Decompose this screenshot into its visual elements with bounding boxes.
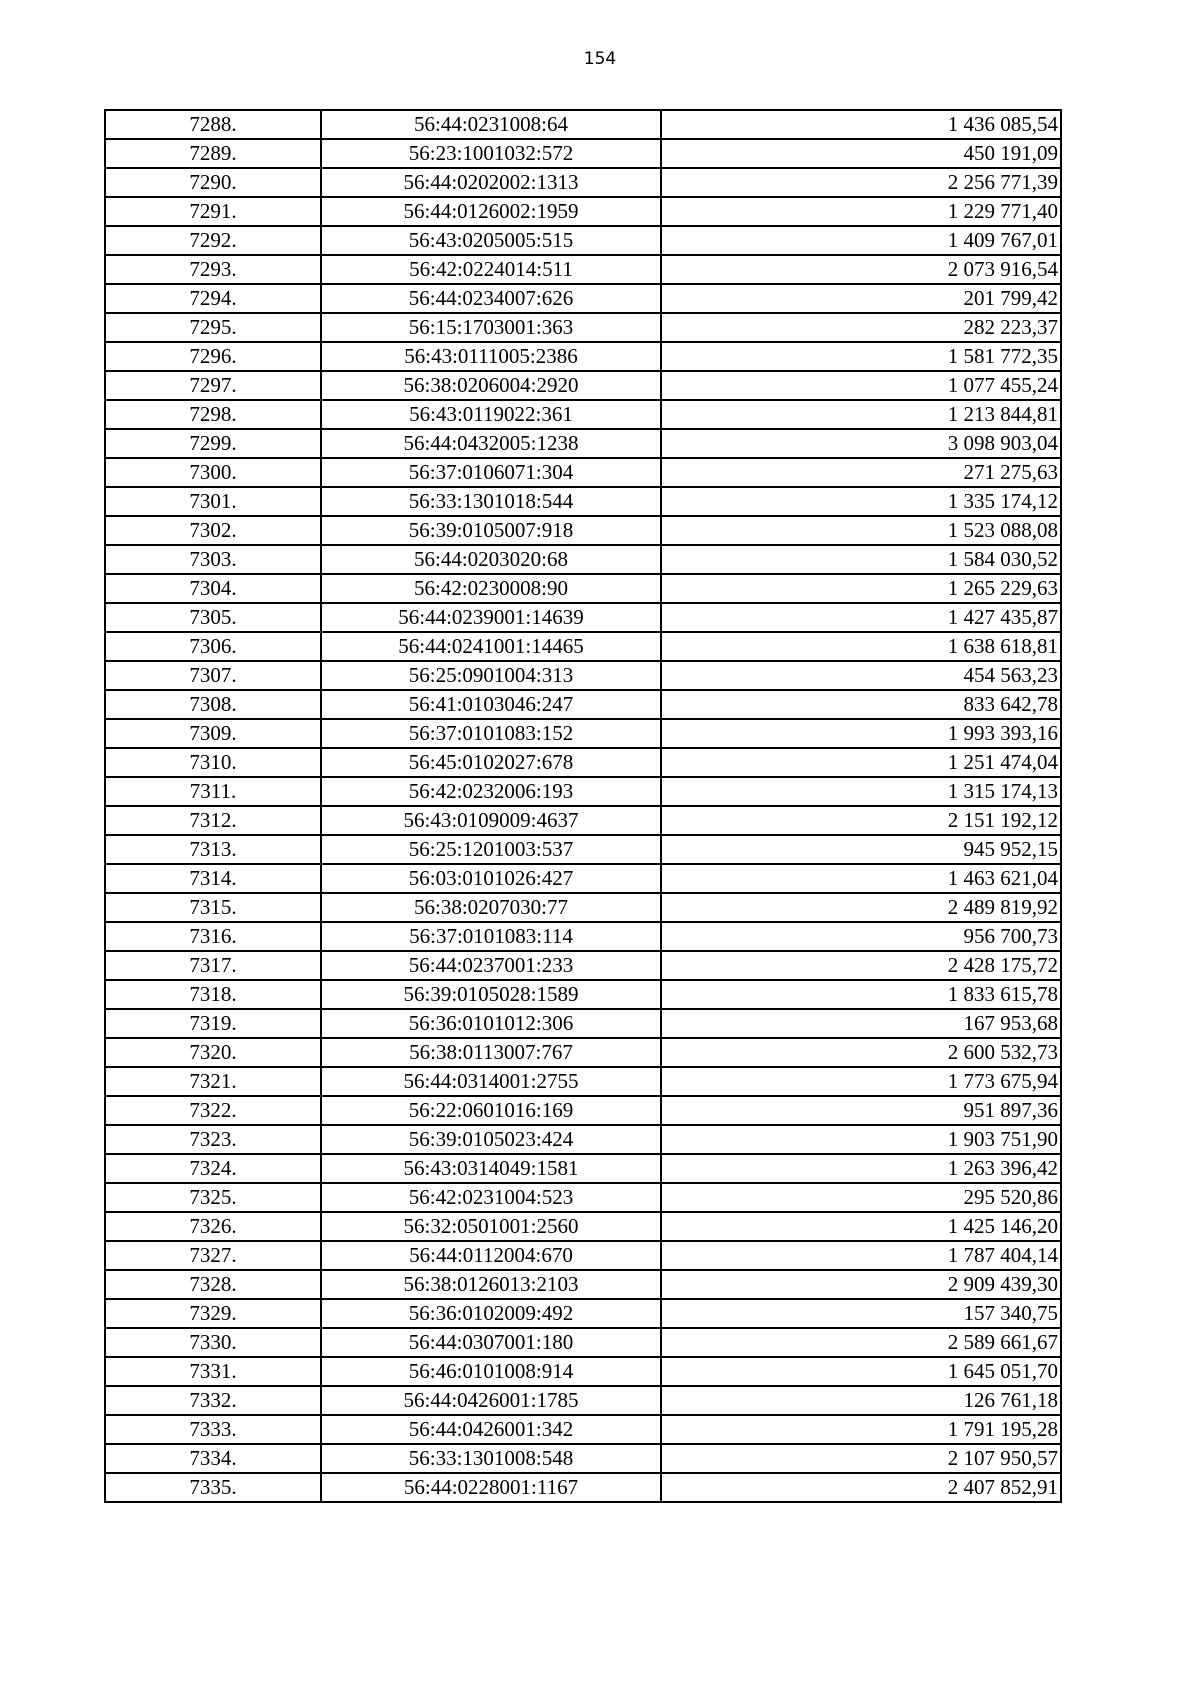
table-row xyxy=(105,1096,1061,1125)
table-row xyxy=(105,1241,1061,1270)
cadastral-value-cell: 1 581 772,35 xyxy=(661,342,1061,371)
cadastral-number-cell: 56:44:0307001:180 xyxy=(321,1328,661,1357)
cadastral-value-cell: 167 953,68 xyxy=(661,1009,1061,1038)
cadastral-value-cell: 1 463 621,04 xyxy=(661,864,1061,893)
table-body xyxy=(105,110,1061,1502)
table-row xyxy=(105,516,1061,545)
cadastral-value-cell: 1 213 844,81 xyxy=(661,400,1061,429)
table-row xyxy=(105,1357,1061,1386)
row-number-cell: 7327. xyxy=(105,1241,321,1270)
cadastral-value-cell: 1 903 751,90 xyxy=(661,1125,1061,1154)
cadastral-value-cell: 951 897,36 xyxy=(661,1096,1061,1125)
table-row xyxy=(105,1009,1061,1038)
table-row xyxy=(105,1444,1061,1473)
cadastral-number-cell: 56:33:1301018:544 xyxy=(321,487,661,516)
cadastral-number-cell: 56:38:0206004:2920 xyxy=(321,371,661,400)
row-number-cell: 7313. xyxy=(105,835,321,864)
table-row xyxy=(105,603,1061,632)
row-number-cell: 7330. xyxy=(105,1328,321,1357)
row-number-cell: 7294. xyxy=(105,284,321,313)
cadastral-value-cell: 2 407 852,91 xyxy=(661,1473,1061,1502)
cadastral-number-cell: 56:44:0426001:342 xyxy=(321,1415,661,1444)
table-row xyxy=(105,806,1061,835)
row-number-cell: 7324. xyxy=(105,1154,321,1183)
table-row xyxy=(105,864,1061,893)
table-row xyxy=(105,1125,1061,1154)
cadastral-number-cell: 56:03:0101026:427 xyxy=(321,864,661,893)
table-row xyxy=(105,168,1061,197)
cadastral-number-cell: 56:42:0224014:511 xyxy=(321,255,661,284)
table-row xyxy=(105,574,1061,603)
cadastral-value-cell: 2 107 950,57 xyxy=(661,1444,1061,1473)
row-number-cell: 7319. xyxy=(105,1009,321,1038)
row-number-cell: 7317. xyxy=(105,951,321,980)
row-number-cell: 7331. xyxy=(105,1357,321,1386)
cadastral-value-cell: 157 340,75 xyxy=(661,1299,1061,1328)
cadastral-number-cell: 56:33:1301008:548 xyxy=(321,1444,661,1473)
table-row xyxy=(105,1415,1061,1444)
table-row xyxy=(105,226,1061,255)
cadastral-number-cell: 56:44:0112004:670 xyxy=(321,1241,661,1270)
cadastral-number-cell: 56:43:0111005:2386 xyxy=(321,342,661,371)
cadastral-value-cell: 1 229 771,40 xyxy=(661,197,1061,226)
cadastral-number-cell: 56:45:0102027:678 xyxy=(321,748,661,777)
cadastral-value-cell: 1 523 088,08 xyxy=(661,516,1061,545)
table-row xyxy=(105,1067,1061,1096)
table-row xyxy=(105,893,1061,922)
cadastral-value-cell: 282 223,37 xyxy=(661,313,1061,342)
cadastral-value-cell: 1 409 767,01 xyxy=(661,226,1061,255)
table-row xyxy=(105,284,1061,313)
row-number-cell: 7329. xyxy=(105,1299,321,1328)
row-number-cell: 7315. xyxy=(105,893,321,922)
cadastral-value-cell: 2 489 819,92 xyxy=(661,893,1061,922)
table-row xyxy=(105,1386,1061,1415)
cadastral-number-cell: 56:42:0232006:193 xyxy=(321,777,661,806)
row-number-cell: 7311. xyxy=(105,777,321,806)
cadastral-value-cell: 945 952,15 xyxy=(661,835,1061,864)
table-row xyxy=(105,139,1061,168)
table-row xyxy=(105,1183,1061,1212)
cadastral-number-cell: 56:36:0102009:492 xyxy=(321,1299,661,1328)
cadastral-number-cell: 56:44:0228001:1167 xyxy=(321,1473,661,1502)
table-row xyxy=(105,1270,1061,1299)
table-row xyxy=(105,777,1061,806)
cadastral-value-cell: 2 428 175,72 xyxy=(661,951,1061,980)
row-number-cell: 7310. xyxy=(105,748,321,777)
cadastral-number-cell: 56:44:0239001:14639 xyxy=(321,603,661,632)
row-number-cell: 7307. xyxy=(105,661,321,690)
row-number-cell: 7320. xyxy=(105,1038,321,1067)
cadastral-number-cell: 56:25:0901004:313 xyxy=(321,661,661,690)
row-number-cell: 7293. xyxy=(105,255,321,284)
row-number-cell: 7323. xyxy=(105,1125,321,1154)
table-row xyxy=(105,1212,1061,1241)
cadastral-value-cell: 1 335 174,12 xyxy=(661,487,1061,516)
cadastral-value-cell: 1 077 455,24 xyxy=(661,371,1061,400)
cadastral-number-cell: 56:44:0432005:1238 xyxy=(321,429,661,458)
row-number-cell: 7301. xyxy=(105,487,321,516)
cadastral-number-cell: 56:25:1201003:537 xyxy=(321,835,661,864)
cadastral-value-cell: 1 425 146,20 xyxy=(661,1212,1061,1241)
table-row xyxy=(105,951,1061,980)
cadastral-number-cell: 56:43:0314049:1581 xyxy=(321,1154,661,1183)
cadastral-number-cell: 56:44:0202002:1313 xyxy=(321,168,661,197)
table-row xyxy=(105,255,1061,284)
cadastral-number-cell: 56:43:0119022:361 xyxy=(321,400,661,429)
page-number: 154 xyxy=(583,49,617,69)
cadastral-number-cell: 56:23:1001032:572 xyxy=(321,139,661,168)
cadastral-value-cell: 1 791 195,28 xyxy=(661,1415,1061,1444)
table-row xyxy=(105,1473,1061,1502)
row-number-cell: 7296. xyxy=(105,342,321,371)
table-row xyxy=(105,719,1061,748)
row-number-cell: 7299. xyxy=(105,429,321,458)
cadastral-value-table xyxy=(104,109,1062,1503)
cadastral-value-cell: 1 787 404,14 xyxy=(661,1241,1061,1270)
cadastral-value-cell: 2 909 439,30 xyxy=(661,1270,1061,1299)
cadastral-number-cell: 56:43:0205005:515 xyxy=(321,226,661,255)
cadastral-value-cell: 1 993 393,16 xyxy=(661,719,1061,748)
row-number-cell: 7321. xyxy=(105,1067,321,1096)
cadastral-number-cell: 56:38:0113007:767 xyxy=(321,1038,661,1067)
row-number-cell: 7297. xyxy=(105,371,321,400)
cadastral-number-cell: 56:46:0101008:914 xyxy=(321,1357,661,1386)
table-row xyxy=(105,1154,1061,1183)
table-row xyxy=(105,400,1061,429)
table-row xyxy=(105,922,1061,951)
cadastral-number-cell: 56:44:0126002:1959 xyxy=(321,197,661,226)
cadastral-value-cell: 295 520,86 xyxy=(661,1183,1061,1212)
cadastral-value-cell: 1 427 435,87 xyxy=(661,603,1061,632)
row-number-cell: 7314. xyxy=(105,864,321,893)
row-number-cell: 7322. xyxy=(105,1096,321,1125)
table-row xyxy=(105,545,1061,574)
row-number-cell: 7316. xyxy=(105,922,321,951)
cadastral-number-cell: 56:38:0126013:2103 xyxy=(321,1270,661,1299)
row-number-cell: 7328. xyxy=(105,1270,321,1299)
cadastral-value-cell: 201 799,42 xyxy=(661,284,1061,313)
row-number-cell: 7290. xyxy=(105,168,321,197)
row-number-cell: 7335. xyxy=(105,1473,321,1502)
cadastral-number-cell: 56:39:0105028:1589 xyxy=(321,980,661,1009)
cadastral-value-cell: 1 436 085,54 xyxy=(661,110,1061,139)
cadastral-value-cell: 454 563,23 xyxy=(661,661,1061,690)
cadastral-value-cell: 956 700,73 xyxy=(661,922,1061,951)
cadastral-number-cell: 56:44:0203020:68 xyxy=(321,545,661,574)
cadastral-number-cell: 56:36:0101012:306 xyxy=(321,1009,661,1038)
row-number-cell: 7288. xyxy=(105,110,321,139)
table-row xyxy=(105,313,1061,342)
cadastral-number-cell: 56:44:0241001:14465 xyxy=(321,632,661,661)
cadastral-value-cell: 1 773 675,94 xyxy=(661,1067,1061,1096)
row-number-cell: 7291. xyxy=(105,197,321,226)
table-row xyxy=(105,835,1061,864)
cadastral-value-cell: 2 600 532,73 xyxy=(661,1038,1061,1067)
cadastral-number-cell: 56:43:0109009:4637 xyxy=(321,806,661,835)
row-number-cell: 7325. xyxy=(105,1183,321,1212)
cadastral-number-cell: 56:42:0231004:523 xyxy=(321,1183,661,1212)
row-number-cell: 7295. xyxy=(105,313,321,342)
table-row xyxy=(105,1328,1061,1357)
cadastral-number-cell: 56:39:0105007:918 xyxy=(321,516,661,545)
cadastral-value-cell: 126 761,18 xyxy=(661,1386,1061,1415)
cadastral-value-cell: 1 645 051,70 xyxy=(661,1357,1061,1386)
cadastral-number-cell: 56:15:1703001:363 xyxy=(321,313,661,342)
row-number-cell: 7308. xyxy=(105,690,321,719)
table-row xyxy=(105,342,1061,371)
cadastral-value-cell: 2 073 916,54 xyxy=(661,255,1061,284)
cadastral-number-cell: 56:37:0106071:304 xyxy=(321,458,661,487)
cadastral-number-cell: 56:41:0103046:247 xyxy=(321,690,661,719)
row-number-cell: 7326. xyxy=(105,1212,321,1241)
row-number-cell: 7304. xyxy=(105,574,321,603)
cadastral-number-cell: 56:37:0101083:152 xyxy=(321,719,661,748)
table-row xyxy=(105,632,1061,661)
cadastral-value-cell: 1 265 229,63 xyxy=(661,574,1061,603)
row-number-cell: 7298. xyxy=(105,400,321,429)
table-row xyxy=(105,661,1061,690)
cadastral-value-cell: 2 589 661,67 xyxy=(661,1328,1061,1357)
cadastral-value-cell: 1 833 615,78 xyxy=(661,980,1061,1009)
row-number-cell: 7333. xyxy=(105,1415,321,1444)
cadastral-value-cell: 1 315 174,13 xyxy=(661,777,1061,806)
row-number-cell: 7303. xyxy=(105,545,321,574)
cadastral-number-cell: 56:44:0234007:626 xyxy=(321,284,661,313)
cadastral-number-cell: 56:44:0426001:1785 xyxy=(321,1386,661,1415)
cadastral-value-cell: 2 151 192,12 xyxy=(661,806,1061,835)
row-number-cell: 7302. xyxy=(105,516,321,545)
cadastral-number-cell: 56:39:0105023:424 xyxy=(321,1125,661,1154)
cadastral-value-cell: 1 251 474,04 xyxy=(661,748,1061,777)
row-number-cell: 7289. xyxy=(105,139,321,168)
table-row xyxy=(105,371,1061,400)
cadastral-value-cell: 1 263 396,42 xyxy=(661,1154,1061,1183)
row-number-cell: 7305. xyxy=(105,603,321,632)
row-number-cell: 7292. xyxy=(105,226,321,255)
cadastral-value-cell: 1 638 618,81 xyxy=(661,632,1061,661)
cadastral-number-cell: 56:32:0501001:2560 xyxy=(321,1212,661,1241)
row-number-cell: 7334. xyxy=(105,1444,321,1473)
cadastral-value-cell: 450 191,09 xyxy=(661,139,1061,168)
table-row xyxy=(105,487,1061,516)
cadastral-number-cell: 56:42:0230008:90 xyxy=(321,574,661,603)
row-number-cell: 7318. xyxy=(105,980,321,1009)
cadastral-number-cell: 56:22:0601016:169 xyxy=(321,1096,661,1125)
cadastral-number-cell: 56:37:0101083:114 xyxy=(321,922,661,951)
table-row xyxy=(105,458,1061,487)
cadastral-value-cell: 1 584 030,52 xyxy=(661,545,1061,574)
table-row xyxy=(105,197,1061,226)
cadastral-value-cell: 2 256 771,39 xyxy=(661,168,1061,197)
row-number-cell: 7306. xyxy=(105,632,321,661)
table-row xyxy=(105,1038,1061,1067)
cadastral-value-cell: 3 098 903,04 xyxy=(661,429,1061,458)
cadastral-number-cell: 56:44:0237001:233 xyxy=(321,951,661,980)
cadastral-value-cell: 833 642,78 xyxy=(661,690,1061,719)
table-row xyxy=(105,110,1061,139)
row-number-cell: 7332. xyxy=(105,1386,321,1415)
table-row xyxy=(105,429,1061,458)
cadastral-number-cell: 56:44:0231008:64 xyxy=(321,110,661,139)
table-row xyxy=(105,748,1061,777)
row-number-cell: 7312. xyxy=(105,806,321,835)
table-row xyxy=(105,980,1061,1009)
row-number-cell: 7300. xyxy=(105,458,321,487)
cadastral-number-cell: 56:38:0207030:77 xyxy=(321,893,661,922)
row-number-cell: 7309. xyxy=(105,719,321,748)
cadastral-number-cell: 56:44:0314001:2755 xyxy=(321,1067,661,1096)
cadastral-value-cell: 271 275,63 xyxy=(661,458,1061,487)
table-row xyxy=(105,1299,1061,1328)
table-row xyxy=(105,690,1061,719)
